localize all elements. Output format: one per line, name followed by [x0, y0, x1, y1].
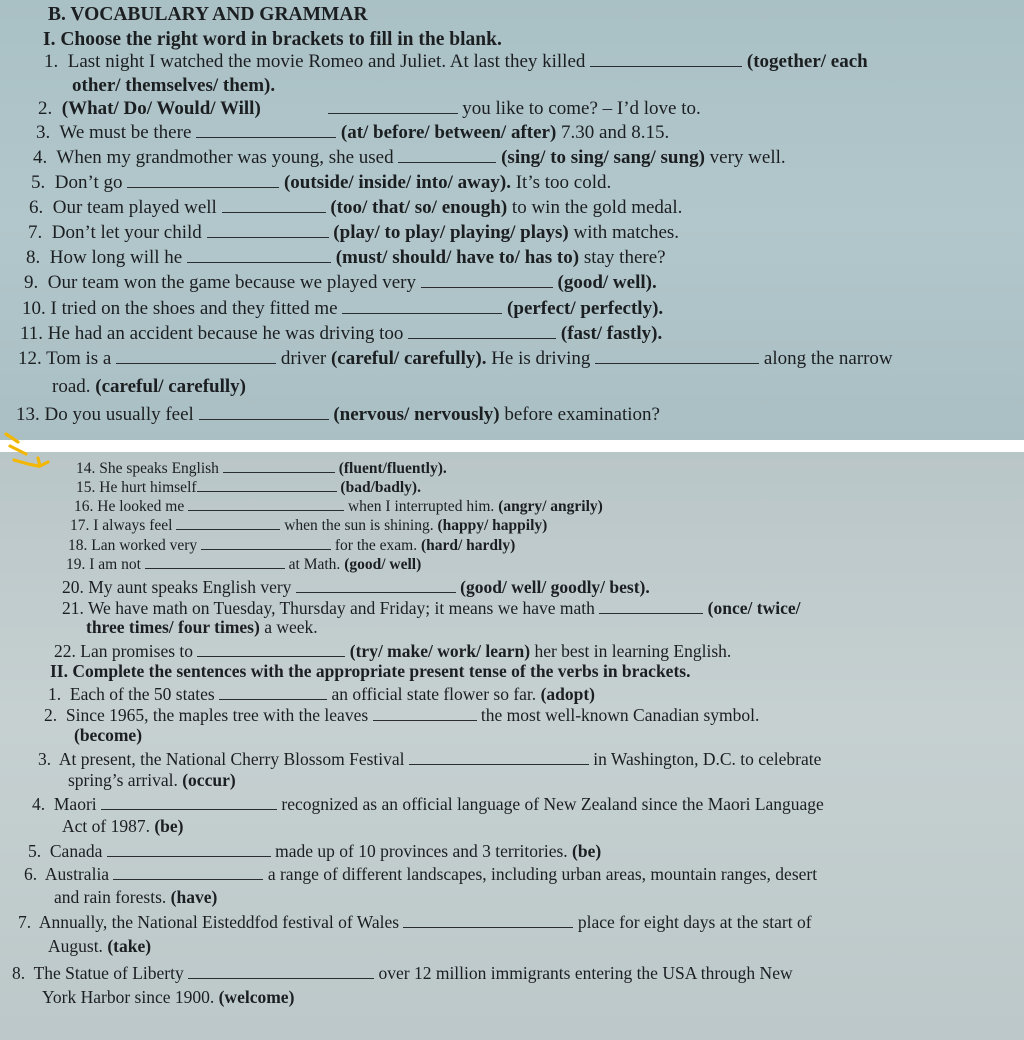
answer-blank[interactable]: [408, 322, 556, 339]
exercise2-item-3: 3. At present, the National Cherry Blossom Festival in Washington, D.C. to celebrate: [38, 748, 822, 769]
answer-blank[interactable]: [107, 841, 271, 857]
exercise2-item-2: 2. Since 1965, the maples tree with the leaves the most well-known Canadian symbol.: [44, 704, 760, 725]
answer-blank[interactable]: [201, 536, 331, 550]
arrow-head: [38, 458, 48, 466]
answer-blank[interactable]: [328, 97, 458, 114]
question-7: 7. Don’t let your child (play/ to play/ playing/ plays) with matches.: [28, 222, 680, 244]
question-9: 9. Our team won the game because we played very (good/ well).: [24, 272, 657, 294]
exercise2-item-4: 4. Maori recognized as an official language of New Zealand since the Maori Language: [32, 793, 824, 814]
answer-blank[interactable]: [373, 705, 477, 721]
question-8: 8. How long will he (must/ should/ have to/ has to) stay there?: [26, 247, 666, 269]
answer-blank[interactable]: [101, 794, 277, 810]
answer-blank[interactable]: [409, 749, 589, 765]
question-12: 12. Tom is a driver (careful/ carefully). He is driving along the narrow: [18, 348, 893, 370]
part1-heading: I. Choose the right word in brackets to fill in the blank.: [43, 29, 502, 50]
question-17: 17. I always feel when the sun is shining. (happy/ happily): [70, 517, 548, 535]
answer-blank[interactable]: [222, 196, 326, 213]
exercise2-item-2-verb: (become): [74, 725, 143, 745]
question-22: 22. Lan promises to (try/ make/ work/ learn) her best in learning English.: [54, 640, 732, 661]
answer-blank[interactable]: [196, 121, 336, 138]
question-11: 11. He had an accident because he was driving too (fast/ fastly).: [20, 323, 663, 345]
yellow-arrow-icon: [2, 428, 60, 474]
question-21-line2: three times/ four times) a week.: [86, 617, 318, 637]
exercise2-item-1: 1. Each of the 50 states an official state flower so far. (adopt): [48, 683, 596, 704]
arrow-stroke-1: [6, 434, 18, 442]
worksheet-photo-top: [0, 0, 1024, 440]
answer-blank[interactable]: [223, 459, 335, 473]
answer-blank[interactable]: [187, 246, 331, 263]
question-1-line2: other/ themselves/ them).: [72, 75, 276, 96]
answer-blank[interactable]: [296, 577, 456, 593]
question-3: 3. We must be there (at/ before/ between/ after) 7.30 and 8.15.: [36, 122, 670, 144]
answer-blank[interactable]: [207, 221, 329, 238]
answer-blank[interactable]: [188, 497, 344, 511]
answer-blank[interactable]: [127, 171, 279, 188]
arrow-strokes: [6, 434, 48, 466]
answer-blank[interactable]: [199, 403, 329, 420]
question-21: 21. We have math on Tuesday, Thursday and Friday; it means we have math (once/ twice/: [62, 597, 801, 618]
exercise2-item-5: 5. Canada made up of 10 provinces and 3 territories. (be): [28, 840, 602, 861]
question-6: 6. Our team played well (too/ that/ so/ enough) to win the gold medal.: [29, 197, 683, 219]
question-1: 1. Last night I watched the movie Romeo and Juliet. At last they killed (together/ each: [44, 51, 868, 73]
arrow-stroke-3: [14, 460, 38, 466]
answer-blank[interactable]: [116, 347, 276, 364]
arrow-stroke-2: [10, 446, 26, 454]
answer-blank[interactable]: [590, 50, 742, 67]
answer-blank[interactable]: [145, 555, 285, 569]
worksheet-photo-bottom: [0, 452, 1024, 1040]
exercise2-item-4-line2: Act of 1987. (be): [62, 816, 184, 836]
exercise2-item-7-line2: August. (take): [48, 936, 152, 956]
question-20: 20. My aunt speaks English very (good/ well/ goodly/ best).: [62, 576, 650, 597]
answer-blank[interactable]: [219, 684, 327, 700]
answer-blank[interactable]: [197, 478, 337, 492]
answer-blank[interactable]: [398, 146, 496, 163]
exercise2-item-6: 6. Australia a range of different landscapes, including urban areas, mountain ranges, desert: [24, 863, 818, 884]
exercise2-item-6-line2: and rain forests. (have): [54, 887, 218, 907]
question-10: 10. I tried on the shoes and they fitted me (perfect/ perfectly).: [22, 298, 664, 320]
exercise2-item-3-line2: spring’s arrival. (occur): [68, 770, 236, 790]
question-15: 15. He hurt himself (bad/badly).: [76, 479, 421, 497]
answer-blank[interactable]: [595, 347, 759, 364]
answer-blank[interactable]: [113, 864, 263, 880]
question-13: 13. Do you usually feel (nervous/ nervously) before examination?: [16, 404, 660, 426]
question-12-line2: road. (careful/ carefully): [52, 376, 246, 397]
part2-heading: II. Complete the sentences with the appropriate present tense of the verbs in brackets.: [50, 661, 691, 681]
answer-blank[interactable]: [197, 641, 345, 657]
question-19: 19. I am not at Math. (good/ well): [66, 556, 422, 574]
question-2: 2. (What/ Do/ Would/ Will) you like to come? – I’d love to.: [38, 98, 701, 120]
exercise2-item-8: 8. The Statue of Liberty over 12 million immigrants entering the USA through New: [12, 962, 793, 983]
question-14: 14. She speaks English (fluent/fluently).: [76, 460, 447, 478]
section-title: B. VOCABULARY AND GRAMMAR: [48, 4, 368, 25]
answer-blank[interactable]: [421, 271, 553, 288]
answer-blank[interactable]: [599, 598, 703, 614]
answer-blank[interactable]: [403, 912, 573, 928]
answer-blank[interactable]: [342, 297, 502, 314]
question-16: 16. He looked me when I interrupted him. (angry/ angrily): [74, 498, 603, 516]
exercise2-item-8-line2: York Harbor since 1900. (welcome): [42, 987, 295, 1007]
answer-blank[interactable]: [188, 963, 374, 979]
question-4: 4. When my grandmother was young, she used (sing/ to sing/ sang/ sung) very well.: [33, 147, 786, 169]
exercise2-item-7: 7. Annually, the National Eisteddfod festival of Wales place for eight days at the start of: [18, 911, 812, 932]
question-18: 18. Lan worked very for the exam. (hard/ hardly): [68, 537, 516, 555]
answer-blank[interactable]: [176, 516, 280, 530]
question-5: 5. Don’t go (outside/ inside/ into/ away). It’s too cold.: [31, 172, 612, 194]
